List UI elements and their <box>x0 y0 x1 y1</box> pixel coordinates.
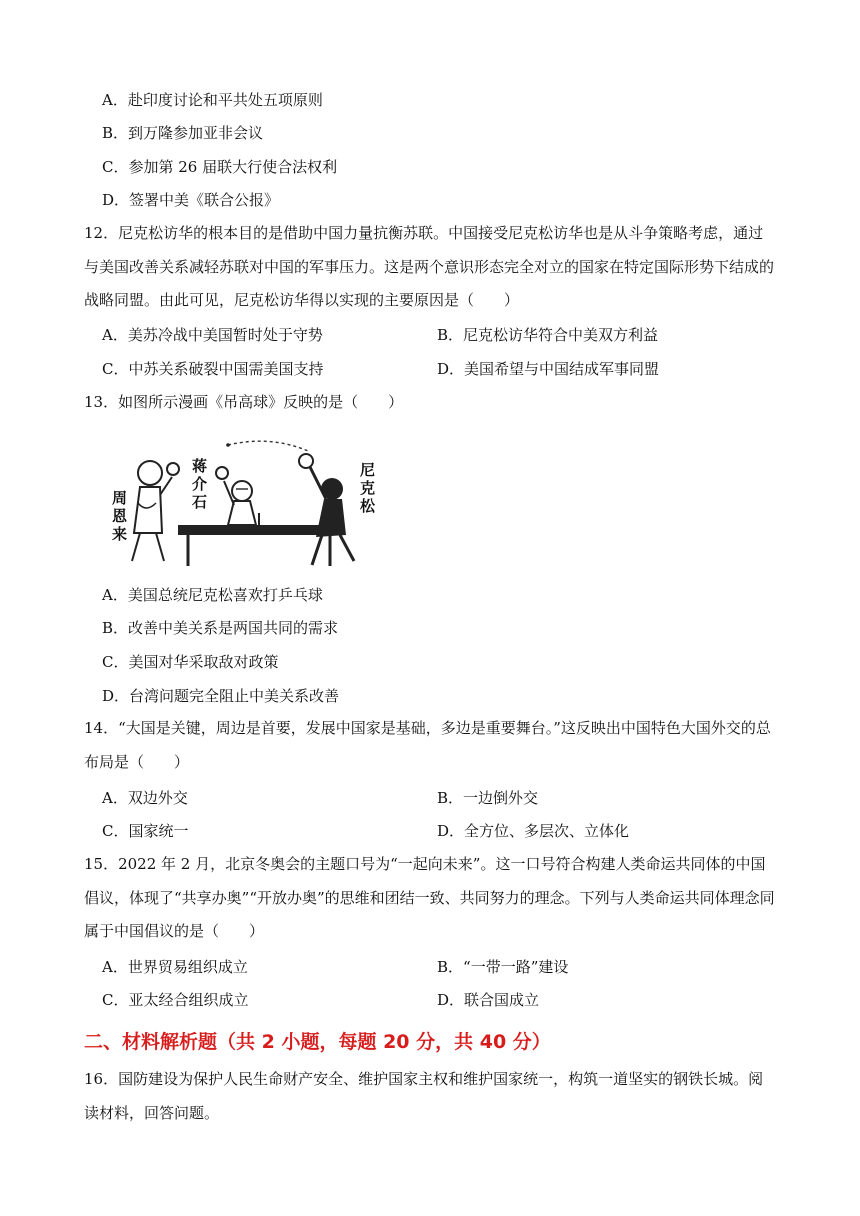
cartoon-label-right <box>359 461 376 515</box>
q13-stem: 13．如图所示漫画《吊高球》反映的是（ ） <box>84 393 404 411</box>
q13-option-b: B．改善中美关系是两国共同的需求 <box>102 619 339 637</box>
q14-stem: 14．“大国是关键，周边是首要，发展中国家是基础，多边是重要舞台。”这反映出中国特色大国外交的总布局是（ ） <box>84 719 771 771</box>
q15-option-d: D．联合国成立 <box>437 991 540 1009</box>
q11-option-d: D．签署中美《联合公报》 <box>102 191 280 209</box>
q11-option-c: C．参加第 26 届联大行使合法权利 <box>102 158 338 176</box>
svg-text:恩: 恩 <box>112 507 128 525</box>
q12-option-d: D．美国希望与中国结成军事同盟 <box>437 360 660 378</box>
q15-stem: 15．2022 年 2 月，北京冬奥会的主题口号为“一起向未来”。这一口号符合构建人类命运共同体的中国倡议，体现了“共享办奥”“开放办奥”的思维和团结一致、共同努力的理念。下列与人类命运共同体理念同属于中国倡议的是（ ） <box>84 855 775 940</box>
svg-text:周: 周 <box>112 489 128 507</box>
cartoon-diao-gao-qiu <box>110 433 392 573</box>
q14-option-a: A．双边外交 <box>102 789 188 807</box>
q14-option-d: D．全方位、多层次、立体化 <box>437 822 630 840</box>
svg-text:蒋: 蒋 <box>192 457 208 475</box>
cartoon-label-left <box>112 489 128 543</box>
q13-option-c: C．美国对华采取敌对政策 <box>102 653 279 671</box>
q12-stem: 12．尼克松访华的根本目的是借助中国力量抗衡苏联。中国接受尼克松访华也是从斗争策略考虑，通过与美国改善关系减轻苏联对中国的军事压力。这是两个意识形态完全对立的国家在特定国际形势下结成的战略同盟。由此可见，尼克松访华得以实现的主要原因是（ ） <box>84 224 775 309</box>
q13-option-a: A．美国总统尼克松喜欢打乒乓球 <box>102 586 323 604</box>
q12-option-c: C．中苏关系破裂中国需美国支持 <box>102 360 324 378</box>
q14-option-b: B．一边倒外交 <box>437 789 539 807</box>
section-heading: 二、材料解析题（共 2 小题，每题 20 分，共 40 分） <box>84 1031 551 1053</box>
q16-stem: 16．国防建设为保护人民生命财产安全、维护国家主权和维护国家统一，构筑一道坚实的钢铁长城。阅读材料，回答问题。 <box>84 1070 764 1122</box>
q15-option-c: C．亚太经合组织成立 <box>102 991 249 1009</box>
svg-text:来: 来 <box>112 525 128 543</box>
q15-option-b: B．“一带一路”建设 <box>437 958 569 976</box>
q11-option-a: A．赴印度讨论和平共处五项原则 <box>102 91 323 109</box>
svg-text:松: 松 <box>360 497 376 515</box>
svg-text:尼: 尼 <box>360 461 376 479</box>
q14-option-c: C．国家统一 <box>102 822 189 840</box>
svg-text:石: 石 <box>192 493 208 511</box>
svg-text:介: 介 <box>192 475 208 493</box>
q12-option-a: A．美苏冷战中美国暂时处于守势 <box>102 326 323 344</box>
q12-option-b: B．尼克松访华符合中美双方利益 <box>437 326 659 344</box>
cartoon-label-middle <box>192 457 207 511</box>
q11-option-b: B．到万隆参加亚非会议 <box>102 124 264 142</box>
q13-option-d: D．台湾问题完全阻止中美关系改善 <box>102 687 340 705</box>
q15-option-a: A．世界贸易组织成立 <box>102 958 248 976</box>
svg-text:克: 克 <box>360 479 376 497</box>
